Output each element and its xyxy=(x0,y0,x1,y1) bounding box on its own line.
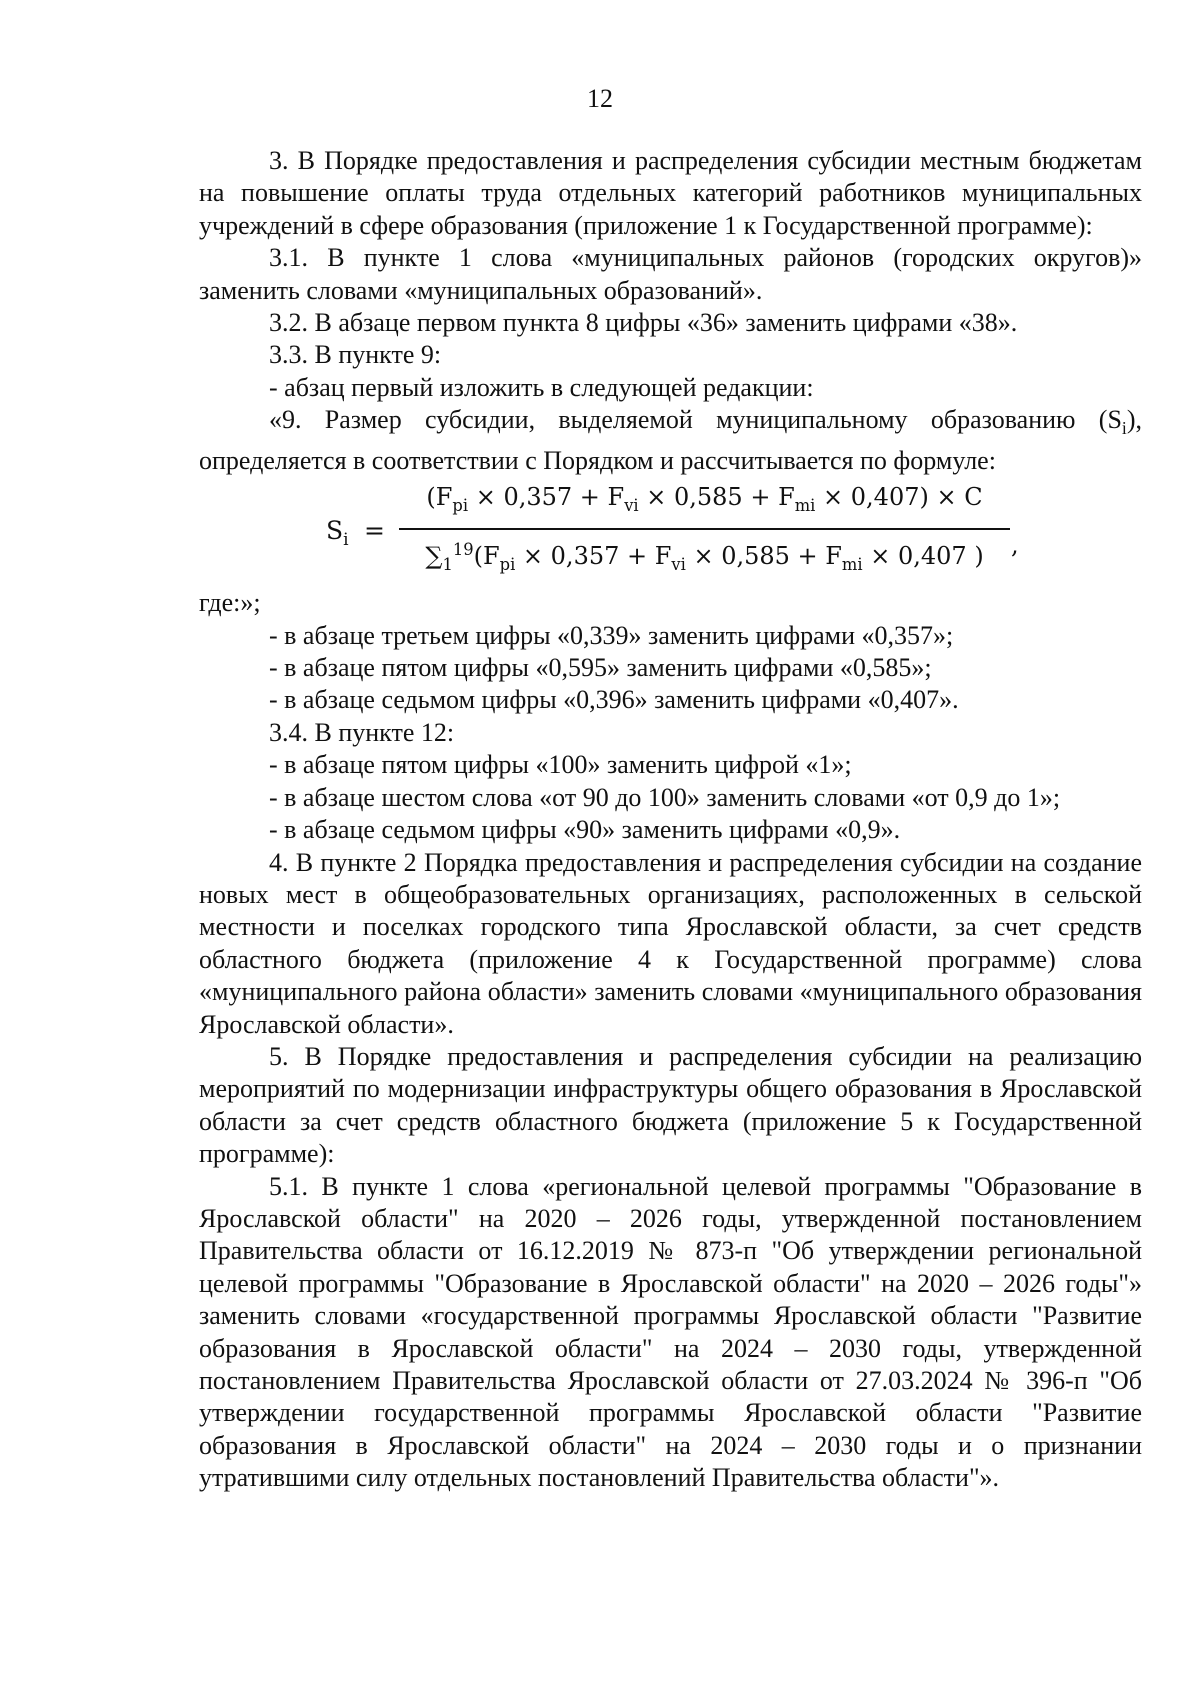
paragraph-3-1: 3.1. В пункте 1 слова «муниципальных районов (городских округов)» заменить словами «муниципальных образований». xyxy=(199,243,1142,305)
paragraph-3-4-b: - в абзаце шестом слова «от 90 до 100» заменить словами «от 0,9 до 1»; xyxy=(269,782,1061,812)
document-body xyxy=(199,145,1142,1495)
quote-part-a: «9. Размер субсидии, выделяемой муниципальному образованию (S xyxy=(269,405,1122,435)
subsidy-formula xyxy=(199,477,1142,587)
num-fm-sub: mi xyxy=(794,496,816,516)
paragraph-3-4-c: - в абзаце седьмом цифры «90» заменить цифрами «0,9». xyxy=(269,815,901,845)
paragraph-3-3-b: - в абзаце третьем цифры «0,339» заменить цифрами «0,357»; xyxy=(269,620,954,650)
paragraph-5: 5. В Порядке предоставления и распределения субсидии на реализацию мероприятий по модернизации инфраструктуры общего образования в Ярославской области за счет средств областного бюджета (приложение 5 к Государственной программе): xyxy=(199,1041,1142,1169)
den-fp-sub: pi xyxy=(499,554,516,574)
den-fm-sub: mi xyxy=(841,554,863,574)
sigma-lower: 1 xyxy=(442,554,453,574)
formula-numerator xyxy=(399,481,1010,522)
num-term-b: × 0,585 + F xyxy=(638,483,795,512)
formula-equals: = xyxy=(364,516,385,546)
sigma-upper: 19 xyxy=(452,539,474,559)
paragraph-3-4: 3.4. В пункте 12: xyxy=(269,717,455,747)
quote-subscript: i xyxy=(1121,418,1127,439)
paragraph-3-3: 3.3. В пункте 9: xyxy=(269,340,442,370)
formula-comma: , xyxy=(1011,531,1019,560)
formula-denominator xyxy=(399,534,1010,581)
num-open: (F xyxy=(426,483,453,512)
num-fv-sub: vi xyxy=(624,496,639,516)
page-number: 12 xyxy=(587,84,613,113)
paragraph-4: 4. В пункте 2 Порядка предоставления и распределения субсидии на создание новых мест в общеобразовательных организациях, расположенных в сельской местности и поселках городского типа Ярославской области, за счет средств областного бюджета (приложение 4 к Государственной программе) слова «муниципального района области» заменить словами «муниципального образования Ярославской области». xyxy=(199,847,1142,1039)
den-term-c: × 0,407 ) xyxy=(862,541,984,570)
num-term-a: × 0,357 + F xyxy=(468,483,625,512)
den-term-b: × 0,585 + F xyxy=(685,541,842,570)
paragraph-5-1: 5.1. В пункте 1 слова «региональной целевой программы "Образование в Ярославской области" на 2020 – 2026 годы, утвержденной постановлением Правительства области от 16.12.2019 № 873-п "Об утверждении региональной целевой программы "Образование в Ярославской области" на 2020 – 2026 годы"» заменить словами «государственной программы Ярославской области "Развитие образования в Ярославской области" на 2024 – 2030 годы, утвержденной постановлением Правительства Ярославской области от 27.03.2024 № 396-п "Об утверждении государственной программы Ярославской области "Развитие образования в Ярославской области" на 2024 – 2030 годы и о признании утратившими силу отдельных постановлений Правительства области"». xyxy=(199,1171,1142,1493)
num-fp-sub: pi xyxy=(452,496,469,516)
formula-lhs-symbol: S xyxy=(326,516,344,546)
num-term-c: × 0,407) × C xyxy=(815,483,983,512)
paragraph-3-3-d: - в абзаце седьмом цифры «0,396» заменить цифрами «0,407». xyxy=(269,685,959,715)
paragraph-3-4-a: - в абзаце пятом цифры «100» заменить цифрой «1»; xyxy=(269,750,852,780)
paragraph-9-quote xyxy=(199,404,1142,477)
den-fv-sub: vi xyxy=(671,554,686,574)
formula-lhs-subscript: i xyxy=(343,530,349,551)
paragraph-3-3-c: - в абзаце пятом цифры «0,595» заменить цифрами «0,585»; xyxy=(269,653,932,683)
paragraph-3-2: 3.2. В абзаце первом пункта 8 цифры «36» заменить цифрами «38». xyxy=(269,308,1018,338)
paragraph-3: 3. В Порядке предоставления и распределения субсидии местным бюджетам на повышение оплаты труда отдельных категорий работников муниципальных учреждений в сфере образования (приложение 1 к Государственной программе): xyxy=(199,146,1142,240)
formula-fraction xyxy=(399,481,1010,581)
den-term-a: × 0,357 + F xyxy=(515,541,672,570)
paragraph-where: где:»; xyxy=(199,588,261,618)
formula-lhs xyxy=(326,515,349,556)
fraction-line xyxy=(399,528,1010,530)
den-open: (F xyxy=(473,541,500,570)
paragraph-3-3-a: - абзац первый изложить в следующей редакции: xyxy=(269,372,814,402)
sigma-symbol: ∑ xyxy=(425,541,443,570)
quote-part-b: ), определяется в соответствии с Порядком и рассчитывается по формуле: xyxy=(199,405,1142,475)
